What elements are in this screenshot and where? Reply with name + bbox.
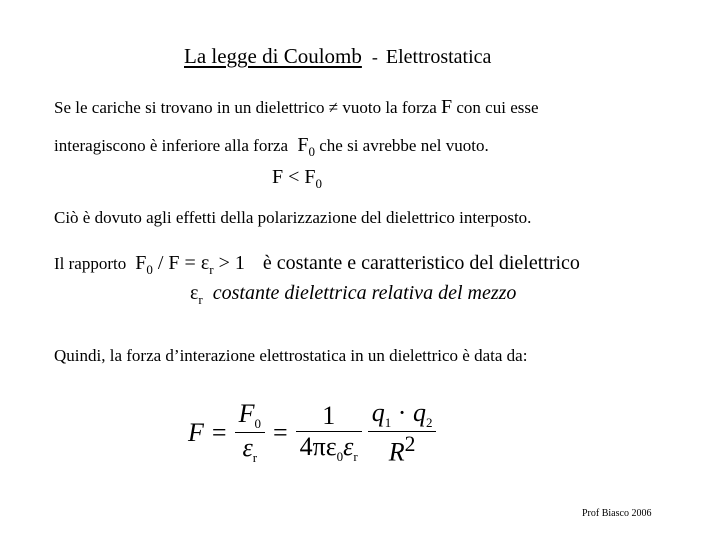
title-separator: - [371,47,378,67]
paragraph-1-line-1: Se le cariche si trovano in un dielettrico ≠ vuoto la forza F con cui esse [54,96,539,118]
ratio-description: è costante e caratteristico del dielettrico [262,252,580,274]
not-equal-symbol: ≠ [328,98,339,117]
symbol-F: F [441,96,453,118]
formula-F: F [188,417,204,447]
inequality: $F < F_0$ [272,166,323,191]
ratio-expression: $F_0 / F = \varepsilon_r > 1$ [135,252,245,277]
coulomb-formula: F = $\frac{F_0}{\varepsilon_r}$ = $\frac{1}{4\pi\varepsilon_0\varepsilon_r}$ $\frac{q_1 \cdot q_2}{R^2}$ [188,398,436,468]
epsilon-definition: $\varepsilon_r$ costante dielettrica relativa del mezzo [190,282,517,307]
ratio-label: Il rapporto [54,254,127,273]
page-title [184,44,491,69]
paragraph-2: Ciò è dovuto agli effetti della polarizzazione del dielettrico interposto. [54,208,532,227]
symbol-F0: $F_0$ [297,134,315,159]
fraction-1-over-4pi-eps: $\frac{1}{4\pi\varepsilon_0\varepsilon_r}$ [296,401,362,465]
footer-credit: Prof Biasco 2006 [582,508,652,519]
title-main: La legge di Coulomb [184,44,362,68]
title-subtitle: Elettrostatica [385,46,492,68]
ratio-line [54,252,580,278]
fraction-F0-over-epsr: $\frac{F_0}{\varepsilon_r}$ [235,399,265,466]
fraction-q1q2-over-R2: $\frac{q_1 \cdot q_2}{R^2}$ [368,398,437,468]
paragraph-3: Quindi, la forza d’interazione elettrostatica in un dielettrico è data da: [54,346,528,365]
paragraph-1-line-2: interagiscono è inferiore alla forza $F_0$ che si avrebbe nel vuoto. [54,134,489,159]
